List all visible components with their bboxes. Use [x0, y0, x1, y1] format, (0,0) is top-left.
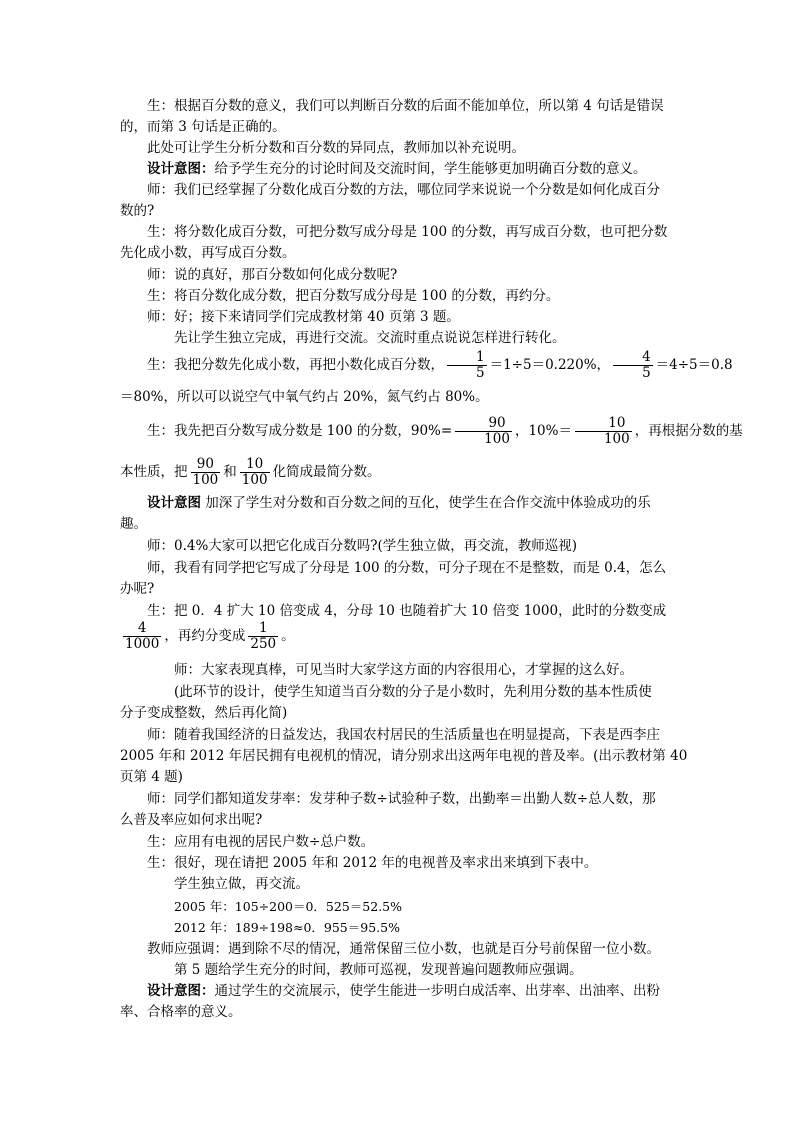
paragraph-line: 么普及率应如何求出呢? — [120, 812, 263, 828]
paragraph-line: 生：将百分数化成分数，把百分数写成分母是 100 的分数，再约分。 — [147, 288, 560, 304]
design-intent-text: 加深了学生对分数和百分数之间的互化，使学生在合作交流中体验成功的乐 — [205, 495, 651, 511]
design-intent-line — [120, 981, 680, 1002]
design-intent-text: 通过学生的交流展示，使学生能进一步明白成活率、出芽率、出油率、出粉 — [214, 983, 660, 999]
fraction-denominator: 250 — [250, 636, 277, 652]
design-intent-label: 设计意图 — [147, 495, 201, 511]
paragraph-line: 生：根据百分数的意义，我们可以判断百分数的后面不能加单位，所以第 4 句话是错误 — [147, 98, 664, 114]
text-segment: ，10%＝ — [514, 423, 572, 439]
fraction-denominator: 5 — [476, 365, 485, 381]
paragraph-line: 师：随着我国经济的日益发达，我国农村居民的生活质量也在明显提高，下表是西李庄 — [147, 727, 660, 743]
paragraph-line: 趣。 — [120, 516, 147, 532]
fraction — [123, 621, 161, 652]
paragraph-line: 的，而第 3 句话是正确的。 — [120, 119, 286, 135]
fraction-denominator: 100 — [484, 431, 510, 447]
paragraph-line: 数的? — [120, 203, 155, 219]
paragraph-line: 教师应强调：遇到除不尽的情况，通常保留三位小数，也就是百分号前保留一位小数。 — [147, 941, 660, 957]
fraction-numerator: 90 — [191, 457, 221, 473]
fraction — [191, 457, 221, 488]
calculation-line: 2005 年：105÷200＝0．525＝52.5% — [174, 899, 402, 914]
fraction-numerator: 4 — [123, 621, 161, 637]
fraction-denominator: 1000 — [125, 636, 160, 652]
text-segment: 生：我把分数先化成小数，再把小数化成百分数， — [147, 357, 444, 373]
paragraph-line: 学生独立做，再交流。 — [174, 876, 309, 892]
design-intent-label: 设计意图： — [147, 983, 215, 999]
paragraph-line-with-fractions — [120, 621, 680, 652]
fraction — [455, 416, 512, 447]
paragraph-line: 师：好；接下来请同学们完成教材第 40 页第 3 题。 — [147, 309, 460, 325]
paragraph-line: 师：说的真好，那百分数如何化成分数呢? — [147, 267, 398, 283]
fraction — [240, 457, 270, 488]
paragraph-line: 第 5 题给学生充分的时间，教师可巡视，发现普遍问题教师应强调。 — [174, 962, 583, 978]
fraction-numerator: 1 — [447, 350, 487, 366]
fraction-denominator: 5 — [642, 365, 651, 381]
fraction-denominator: 100 — [192, 472, 219, 488]
design-intent-line — [120, 493, 680, 514]
paragraph-line: 师：大家表现真棒，可见当时大家学这方面的内容很用心，才掌握的这么好。 — [174, 662, 633, 678]
paragraph-line: 生：将分数化成百分数，可把分数写成分母是 100 的分数，再写成百分数，也可把分数 — [147, 224, 668, 240]
design-intent-line — [120, 159, 680, 180]
text-segment: ＝1÷5＝0.220%， — [489, 357, 611, 373]
text-segment: ，再根据分数的基 — [634, 423, 743, 439]
paragraph-line: 分子变成整数，然后再化简) — [120, 705, 288, 721]
paragraph-line: 办呢? — [120, 581, 155, 597]
text-segment: 和 — [223, 464, 237, 480]
calculation-line: 2012 年：189÷198≈0．955＝95.5% — [174, 920, 400, 935]
design-intent-text: 给予学生充分的讨论时间及交流时间，学生能够更加明确百分数的意义。 — [214, 161, 647, 177]
fraction-denominator: 100 — [241, 472, 268, 488]
paragraph-line: 师：0.4%大家可以把它化成百分数吗?(学生独立做，再交流，教师巡视) — [147, 538, 578, 554]
paragraph-line-with-fractions — [120, 415, 743, 447]
text-segment: 。 — [281, 628, 295, 644]
paragraph-line: 师：同学们都知道发芽率：发芽种子数÷试验种子数，出勤率＝出勤人数÷总人数，那 — [147, 791, 656, 807]
paragraph-line: 先化成小数，再写成百分数。 — [120, 245, 296, 261]
paragraph-line: 师，我看有同学把它写成了分母是 100 的分数，可分子现在不是整数，而是 0.4，怎么 — [147, 560, 667, 576]
paragraph-line: 2005 年和 2012 年居民拥有电视机的情况，请分别求出这两年电视的普及率。(出示教材第 40 — [120, 748, 688, 764]
paragraph-line: 生：应用有电视的居民户数÷总户数。 — [147, 834, 375, 850]
fraction — [575, 416, 632, 447]
paragraph-line: 先让学生独立完成，再进行交流。交流时重点说说怎样进行转化。 — [174, 330, 566, 346]
paragraph-line: 页第 4 题) — [120, 769, 183, 785]
paragraph-line-with-fractions — [120, 349, 733, 381]
paragraph-line: ＝80%，所以可以说空气中氧气约占 20%，氮气约占 80%。 — [120, 389, 489, 405]
paragraph-line: 此处可让学生分析分数和百分数的异同点，教师加以补充说明。 — [147, 140, 525, 156]
paragraph-line: 生：把 0．4 扩大 10 倍变成 4，分母 10 也随着扩大 10 倍变 1000，此时的分数变成 — [147, 603, 667, 619]
fraction-denominator: 100 — [603, 431, 630, 447]
fraction — [613, 350, 653, 381]
fraction — [248, 621, 278, 652]
fraction — [447, 350, 487, 381]
fraction-numerator: 90 — [455, 416, 512, 432]
fraction-numerator: 10 — [575, 416, 632, 432]
fraction-numerator: 4 — [613, 350, 653, 366]
text-segment: 化简成最简分数。 — [272, 464, 381, 480]
paragraph-line: (此环节的设计，使学生知道当百分数的分子是小数时，先利用分数的基本性质使 — [174, 684, 652, 700]
paragraph-line-with-fractions — [120, 457, 680, 488]
text-segment: ＝4÷5＝0.8 — [655, 357, 733, 373]
text-segment: 本性质，把 — [120, 464, 188, 480]
design-intent-label: 设计意图： — [147, 161, 215, 177]
fraction-numerator: 1 — [248, 621, 278, 637]
text-segment: ，再约分变成 — [164, 628, 246, 644]
text-segment: 生：我先把百分数写成分数是 100 的分数，90%= — [147, 423, 453, 439]
paragraph-line: 生：很好，现在请把 2005 年和 2012 年的电视普及率求出来填到下表中。 — [147, 855, 598, 871]
paragraph-line: 师：我们已经掌握了分数化成百分数的方法，哪位同学来说说一个分数是如何化成百分 — [147, 182, 660, 198]
paragraph-line: 率、合格率的意义。 — [120, 1004, 242, 1020]
fraction-numerator: 10 — [240, 457, 270, 473]
